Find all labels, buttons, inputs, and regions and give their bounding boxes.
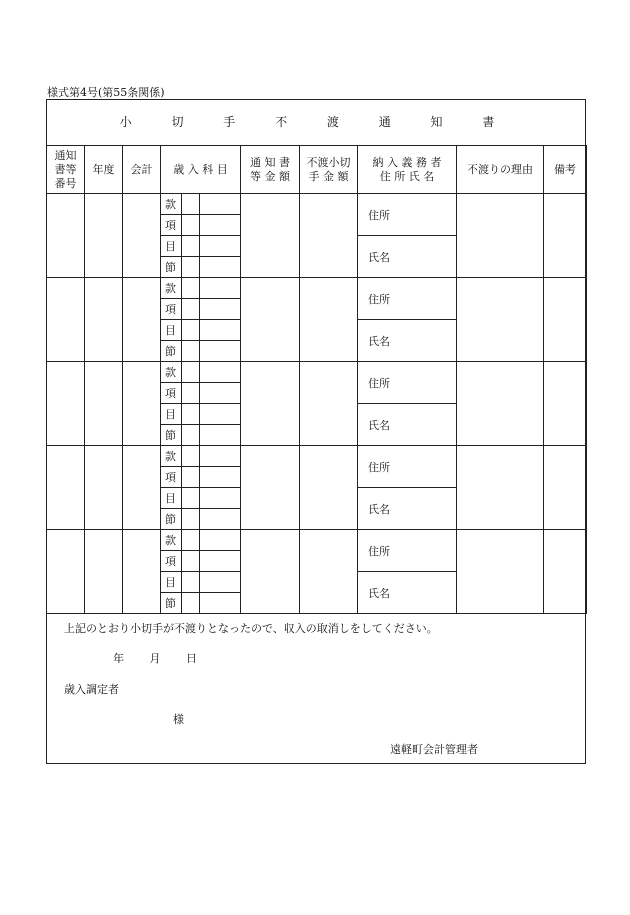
header-reason: 不渡りの理由 <box>457 146 544 194</box>
entry-1-moku-name[interactable] <box>200 236 241 257</box>
entry-5-kou-code[interactable] <box>182 551 200 572</box>
header-notice-no-line3: 番号 <box>54 176 77 190</box>
entry-1-kan-label: 款 <box>161 194 182 215</box>
entry-3-remarks[interactable] <box>544 362 587 446</box>
header-dishonor-amount <box>300 146 358 194</box>
entry-2-kou-code[interactable] <box>182 299 200 320</box>
entry-2-dishonor-amount[interactable] <box>300 278 358 362</box>
form-caption: 様式第4号(第55条関係) <box>47 86 165 99</box>
entry-5-setsu-label: 節 <box>161 593 182 614</box>
entry-2-setsu-name[interactable] <box>200 341 241 362</box>
entry-3-kan-name[interactable] <box>200 362 241 383</box>
entry-4-kan-label: 款 <box>161 446 182 467</box>
entry-2-kou-label: 項 <box>161 299 182 320</box>
entry-1-kan-row <box>47 194 587 215</box>
entry-4-kou-label: 項 <box>161 467 182 488</box>
entry-3-kou-label: 項 <box>161 383 182 404</box>
entry-2-notice-amount[interactable] <box>241 278 300 362</box>
header-notice-amount <box>241 146 300 194</box>
entry-3-dishonor-amount[interactable] <box>300 362 358 446</box>
entry-5-notice-no[interactable] <box>47 530 85 614</box>
entry-4-kou-name[interactable] <box>200 467 241 488</box>
entry-3-moku-code[interactable] <box>182 404 200 425</box>
header-remarks: 備考 <box>544 146 587 194</box>
entry-5-setsu-code[interactable] <box>182 593 200 614</box>
entry-5-moku-code[interactable] <box>182 572 200 593</box>
entry-1-setsu-name[interactable] <box>200 257 241 278</box>
entry-2-moku-code[interactable] <box>182 320 200 341</box>
entry-2-kan-row <box>47 278 587 299</box>
header-payer-line1: 納 入 義 務 者 <box>372 155 442 169</box>
entry-1-notice-no[interactable] <box>47 194 85 278</box>
entry-1-kou-code[interactable] <box>182 215 200 236</box>
entry-1-notice-amount[interactable] <box>241 194 300 278</box>
entry-4-kou-code[interactable] <box>182 467 200 488</box>
entry-4-dishonor-amount[interactable] <box>300 446 358 530</box>
entry-5-address-label: 住所 <box>358 530 457 572</box>
entry-2-moku-label: 目 <box>161 320 182 341</box>
entry-4-name-label: 氏名 <box>358 488 457 530</box>
entry-4-kan-row <box>47 446 587 467</box>
header-row <box>47 146 587 194</box>
entry-4-year[interactable] <box>85 446 123 530</box>
entry-5-kan-code[interactable] <box>182 530 200 551</box>
header-dishonor-amount-line2: 手 金 額 <box>308 169 349 183</box>
entry-3-kan-label: 款 <box>161 362 182 383</box>
entry-1-moku-code[interactable] <box>182 236 200 257</box>
entry-4-setsu-code[interactable] <box>182 509 200 530</box>
entry-5-kan-row <box>47 530 587 551</box>
header-notice-amount-line2: 等 金 額 <box>250 169 290 183</box>
entry-4-notice-no[interactable] <box>47 446 85 530</box>
entry-body <box>47 194 587 614</box>
header-payer <box>358 146 457 194</box>
cancellation-notice: 上記のとおり小切手が不渡りとなったので、収入の取消しをしてください。 <box>64 622 438 635</box>
entry-4-account[interactable] <box>123 446 161 530</box>
entry-3-setsu-label: 節 <box>161 425 182 446</box>
entry-2-name-label: 氏名 <box>358 320 457 362</box>
entry-1-kou-label: 項 <box>161 215 182 236</box>
entry-3-year[interactable] <box>85 362 123 446</box>
entry-3-setsu-name[interactable] <box>200 425 241 446</box>
date-line: 年 月 日 <box>113 652 197 665</box>
entry-4-remarks[interactable] <box>544 446 587 530</box>
entry-1-name-label: 氏名 <box>358 236 457 278</box>
entry-3-account[interactable] <box>123 362 161 446</box>
header-notice-amount-line1: 通 知 書 <box>250 155 290 169</box>
entry-3-kan-code[interactable] <box>182 362 200 383</box>
header-revenue-item: 歳 入 科 目 <box>161 146 241 194</box>
entry-1-year[interactable] <box>85 194 123 278</box>
entry-4-moku-code[interactable] <box>182 488 200 509</box>
entry-1-setsu-code[interactable] <box>182 257 200 278</box>
entry-5-account[interactable] <box>123 530 161 614</box>
entry-5-kou-name[interactable] <box>200 551 241 572</box>
entry-1-moku-label: 目 <box>161 236 182 257</box>
honorific-sama: 様 <box>173 713 184 726</box>
accounting-manager-label: 遠軽町会計管理者 <box>390 743 478 756</box>
header-payer-line2: 住 所 氏 名 <box>379 169 435 183</box>
entry-3-setsu-code[interactable] <box>182 425 200 446</box>
entry-3-name-label: 氏名 <box>358 404 457 446</box>
entry-1-setsu-label: 節 <box>161 257 182 278</box>
header-year: 年度 <box>85 146 123 194</box>
entry-2-kou-name[interactable] <box>200 299 241 320</box>
entry-3-reason[interactable] <box>457 362 544 446</box>
entry-2-moku-name[interactable] <box>200 320 241 341</box>
entry-3-notice-no[interactable] <box>47 362 85 446</box>
entry-2-setsu-code[interactable] <box>182 341 200 362</box>
entry-1-dishonor-amount[interactable] <box>300 194 358 278</box>
entry-1-address-label: 住所 <box>358 194 457 236</box>
revenue-assessor-label: 歳入調定者 <box>64 683 119 696</box>
entry-5-name-label: 氏名 <box>358 572 457 614</box>
entry-2-kan-name[interactable] <box>200 278 241 299</box>
entry-3-moku-name[interactable] <box>200 404 241 425</box>
entry-1-kan-name[interactable] <box>200 194 241 215</box>
header-notice-no-line2: 書等 <box>54 162 77 176</box>
entry-3-notice-amount[interactable] <box>241 362 300 446</box>
entry-2-account[interactable] <box>123 278 161 362</box>
entry-4-moku-label: 目 <box>161 488 182 509</box>
entry-4-setsu-name[interactable] <box>200 509 241 530</box>
entry-2-kan-label: 款 <box>161 278 182 299</box>
notice-table <box>46 145 587 614</box>
entry-1-account[interactable] <box>123 194 161 278</box>
entry-1-remarks[interactable] <box>544 194 587 278</box>
entry-2-notice-no[interactable] <box>47 278 85 362</box>
entry-3-kou-code[interactable] <box>182 383 200 404</box>
entry-5-dishonor-amount[interactable] <box>300 530 358 614</box>
entry-1-kan-code[interactable] <box>182 194 200 215</box>
entry-3-moku-label: 目 <box>161 404 182 425</box>
entry-5-moku-label: 目 <box>161 572 182 593</box>
entry-4-kan-code[interactable] <box>182 446 200 467</box>
header-account: 会計 <box>123 146 161 194</box>
entry-4-kan-name[interactable] <box>200 446 241 467</box>
entry-4-setsu-label: 節 <box>161 509 182 530</box>
entry-4-address-label: 住所 <box>358 446 457 488</box>
entry-5-moku-name[interactable] <box>200 572 241 593</box>
entry-5-notice-amount[interactable] <box>241 530 300 614</box>
entry-4-moku-name[interactable] <box>200 488 241 509</box>
entry-5-kou-label: 項 <box>161 551 182 572</box>
entry-4-reason[interactable] <box>457 446 544 530</box>
entry-3-kou-name[interactable] <box>200 383 241 404</box>
entry-2-kan-code[interactable] <box>182 278 200 299</box>
entry-5-reason[interactable] <box>457 530 544 614</box>
entry-1-kou-name[interactable] <box>200 215 241 236</box>
entry-2-setsu-label: 節 <box>161 341 182 362</box>
entry-2-address-label: 住所 <box>358 278 457 320</box>
entry-2-year[interactable] <box>85 278 123 362</box>
form-title: 小 切 手 不 渡 通 知 書 <box>119 115 513 129</box>
header-notice-no <box>47 146 85 194</box>
entry-5-year[interactable] <box>85 530 123 614</box>
entry-2-remarks[interactable] <box>544 278 587 362</box>
entry-3-kan-row <box>47 362 587 383</box>
header-notice-no-line1: 通知 <box>54 148 77 162</box>
header-dishonor-amount-line1: 不渡小切 <box>306 155 351 169</box>
entry-2-reason[interactable] <box>457 278 544 362</box>
entry-3-address-label: 住所 <box>358 362 457 404</box>
entry-1-reason[interactable] <box>457 194 544 278</box>
entry-5-kan-label: 款 <box>161 530 182 551</box>
entry-5-remarks[interactable] <box>544 530 587 614</box>
entry-5-kan-name[interactable] <box>200 530 241 551</box>
entry-5-setsu-name[interactable] <box>200 593 241 614</box>
entry-4-notice-amount[interactable] <box>241 446 300 530</box>
